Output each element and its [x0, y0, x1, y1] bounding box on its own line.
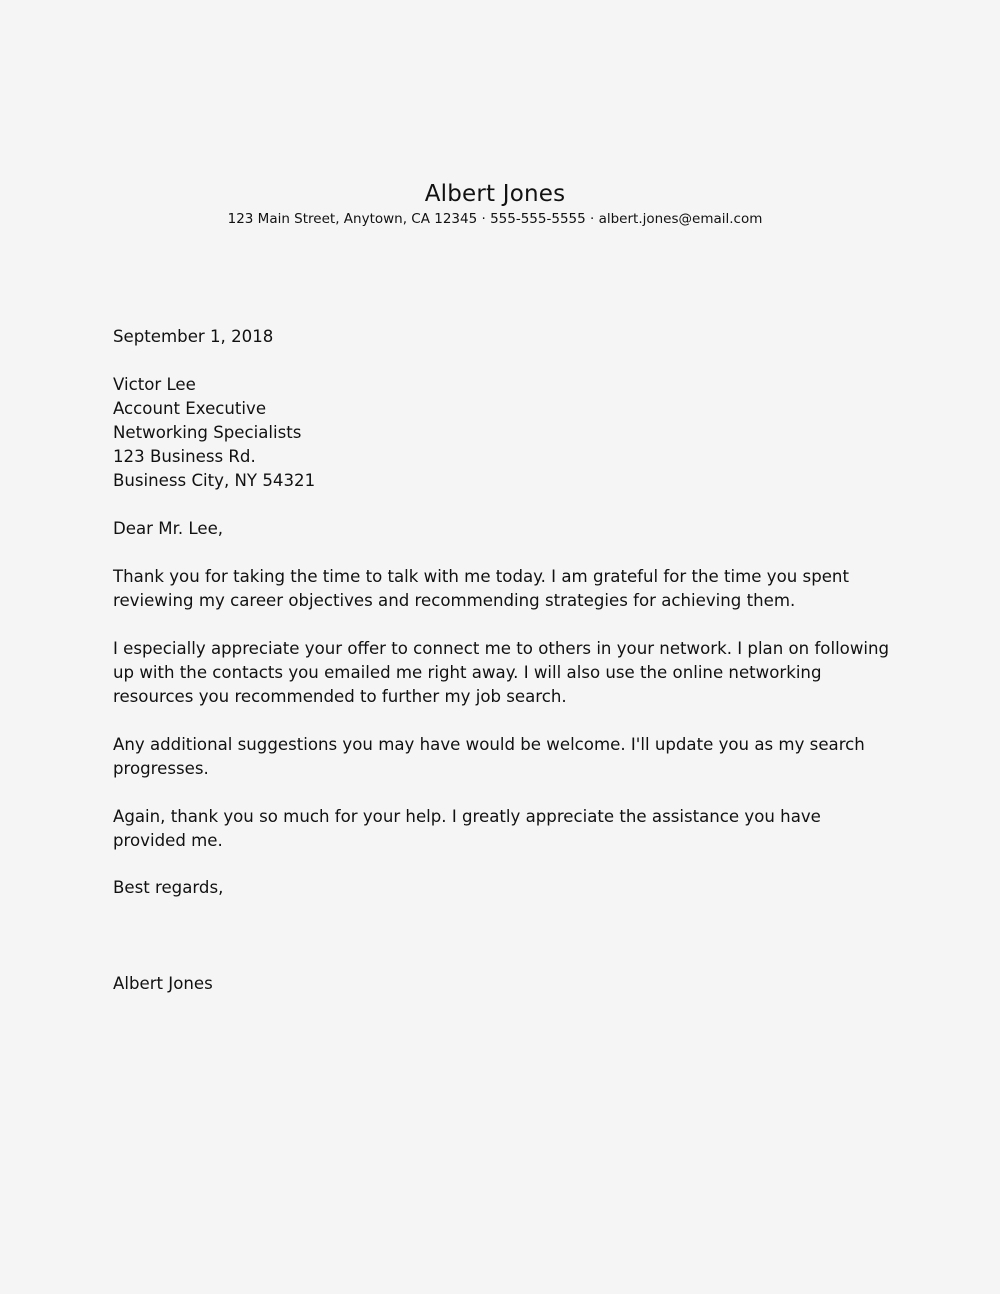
- recipient-company: Networking Specialists: [113, 423, 302, 442]
- recipient-address-block: [113, 373, 893, 493]
- sender-name-heading: Albert Jones: [424, 181, 566, 207]
- body-paragraph: Again, thank you so much for your help. I greatly appreciate the assistance you have provided me.: [113, 807, 821, 850]
- body-paragraph: Thank you for taking the time to talk with me today. I am grateful for the time you spent reviewing my career objectives and recommending strategies for achieving them.: [113, 567, 849, 610]
- body-paragraph: I especially appreciate your offer to connect me to others in your network. I plan on following up with the contacts you emailed me right away. I will also use the online networking resources you recommended to further my job search.: [113, 639, 890, 706]
- salutation: Dear Mr. Lee,: [113, 519, 224, 538]
- recipient-title: Account Executive: [113, 399, 267, 418]
- body-paragraph: Any additional suggestions you may have would be welcome. I'll update you as my search progresses.: [113, 735, 865, 778]
- recipient-city: Business City, NY 54321: [113, 471, 316, 490]
- recipient-street: 123 Business Rd.: [113, 447, 256, 466]
- recipient-name: Victor Lee: [113, 375, 196, 394]
- letter-date: September 1, 2018: [113, 327, 274, 346]
- signature-name: Albert Jones: [113, 974, 213, 993]
- sender-contact-line: 123 Main Street, Anytown, CA 12345 · 555-555-5555 · albert.jones@email.com: [227, 211, 763, 227]
- closing: Best regards,: [113, 878, 224, 897]
